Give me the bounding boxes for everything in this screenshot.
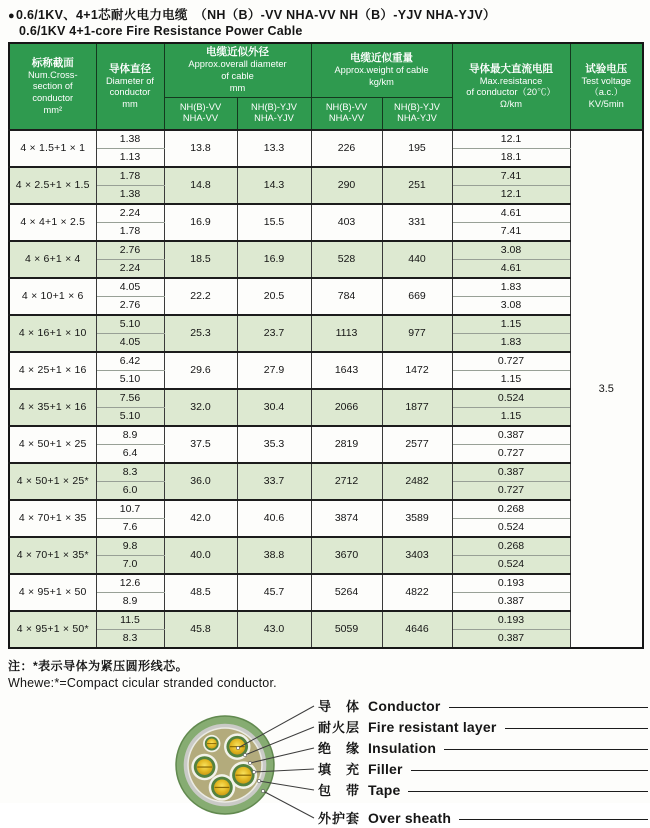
resistance-cell: 4.61	[452, 204, 570, 223]
header-od-yjv	[237, 97, 311, 130]
diagram-label-over-sheath	[318, 808, 648, 826]
resistance-cell: 1.83	[452, 278, 570, 297]
note-en: Whewe:*=Compact cicular stranded conductor.	[8, 676, 277, 690]
od-vv-cell: 25.3	[164, 315, 237, 352]
table-row	[9, 278, 643, 297]
header-test-voltage-en: Test voltage （a.c.） KV/5min	[581, 75, 632, 109]
weight-vv-cell: 290	[311, 167, 382, 204]
resistance-cell: 0.193	[452, 611, 570, 630]
header-diameter-en: Diameter of conductor mm	[105, 75, 155, 109]
od-yjv-cell: 35.3	[237, 426, 311, 463]
header-cross-section-en: Num.Cross- section of conductor mm²	[27, 69, 78, 115]
label-conductor-en: Conductor	[368, 698, 441, 714]
diameter-cell: 8.9	[96, 426, 164, 445]
od-yjv-cell: 13.3	[237, 130, 311, 167]
header-cross-section-zh: 标称截面	[31, 56, 74, 69]
od-vv-cell: 22.2	[164, 278, 237, 315]
weight-vv-cell: 3874	[311, 500, 382, 537]
cable-core-small	[203, 735, 220, 752]
resistance-cell: 3.08	[452, 241, 570, 260]
weight-vv-cell: 2712	[311, 463, 382, 500]
weight-vv-cell: 2819	[311, 426, 382, 463]
cross-section-cell: 4 × 16+1 × 10	[9, 315, 96, 352]
diameter-cell: 2.76	[96, 241, 164, 260]
note-zh: 注：*表示导体为紧压圆形线芯。	[8, 659, 189, 673]
cable-core-left	[191, 754, 218, 781]
diagram-label-fire-layer	[318, 717, 648, 735]
diameter-cell: 9.8	[96, 537, 164, 556]
label-fire-layer-zh: 耐火层	[318, 720, 361, 735]
cross-section-cell: 4 × 35+1 × 16	[9, 389, 96, 426]
label-tape-zh: 包 带	[318, 783, 361, 798]
resistance-cell: 0.727	[452, 352, 570, 371]
header-resistance-en: Max.resistance of conductor（20℃） Ω/km	[466, 75, 556, 109]
od-vv-cell: 37.5	[164, 426, 237, 463]
diameter-cell: 1.38	[96, 130, 164, 149]
resistance-cell: 1.15	[452, 408, 570, 427]
od-vv-cell: 18.5	[164, 241, 237, 278]
cross-section-cell: 4 × 70+1 × 35	[9, 500, 96, 537]
od-yjv-cell: 16.9	[237, 241, 311, 278]
leader-line	[459, 819, 648, 820]
weight-vv-cell: 403	[311, 204, 382, 241]
table-row	[9, 241, 643, 260]
header-diameter	[96, 43, 164, 130]
resistance-cell: 0.387	[452, 593, 570, 612]
od-vv-cell: 36.0	[164, 463, 237, 500]
table-row	[9, 463, 643, 482]
od-yjv-cell: 23.7	[237, 315, 311, 352]
diameter-cell: 2.24	[96, 260, 164, 279]
weight-yjv-cell: 1877	[382, 389, 452, 426]
od-yjv-cell: 15.5	[237, 204, 311, 241]
od-vv-cell: 45.8	[164, 611, 237, 648]
header-weight-group-zh: 电缆近似重量	[350, 52, 413, 65]
diameter-cell: 12.6	[96, 574, 164, 593]
bullet-icon: ●	[8, 10, 15, 22]
notes	[0, 649, 650, 690]
header-test-voltage-zh: 试验电压	[585, 62, 628, 75]
weight-yjv-cell: 2577	[382, 426, 452, 463]
header-weight-group	[311, 43, 452, 97]
leader-line	[444, 749, 648, 750]
cable-core-top	[224, 733, 251, 760]
label-fire-layer-en: Fire resistant layer	[368, 719, 497, 735]
diameter-cell: 6.42	[96, 352, 164, 371]
header-od-group	[164, 43, 311, 97]
title-block	[0, 0, 650, 42]
weight-yjv-cell: 251	[382, 167, 452, 204]
spec-table	[8, 42, 644, 649]
header-weight-yjv-text: NH(B)-YJV NHA-YJV	[394, 101, 440, 124]
resistance-cell: 0.727	[452, 445, 570, 464]
header-od-yjv-text: NH(B)-YJV NHA-YJV	[251, 101, 297, 124]
weight-vv-cell: 1643	[311, 352, 382, 389]
header-diameter-zh: 导体直径	[109, 62, 151, 75]
table-row	[9, 352, 643, 371]
cross-section-cell: 4 × 1.5+1 × 1	[9, 130, 96, 167]
header-od-vv-text: NH(B)-VV NHA-VV	[179, 101, 222, 124]
weight-vv-cell: 3670	[311, 537, 382, 574]
cross-section-cell: 4 × 6+1 × 4	[9, 241, 96, 278]
leader-line	[411, 770, 648, 771]
diameter-cell: 5.10	[96, 371, 164, 390]
od-vv-cell: 48.5	[164, 574, 237, 611]
diameter-cell: 1.78	[96, 223, 164, 242]
header-od-vv	[164, 97, 237, 130]
diameter-cell: 7.56	[96, 389, 164, 408]
weight-yjv-cell: 3403	[382, 537, 452, 574]
weight-yjv-cell: 2482	[382, 463, 452, 500]
diagram-label-filler	[318, 759, 648, 777]
table-row	[9, 574, 643, 593]
table-row	[9, 426, 643, 445]
diameter-cell: 1.38	[96, 186, 164, 205]
weight-yjv-cell: 4822	[382, 574, 452, 611]
od-vv-cell: 13.8	[164, 130, 237, 167]
od-yjv-cell: 33.7	[237, 463, 311, 500]
resistance-cell: 4.61	[452, 260, 570, 279]
label-insulation-en: Insulation	[368, 740, 437, 756]
weight-yjv-cell: 331	[382, 204, 452, 241]
title-line-en: 0.6/1KV 4+1-core Fire Resistance Power Cable	[19, 24, 303, 38]
cable-core-bottom	[209, 774, 236, 801]
diameter-cell: 7.6	[96, 519, 164, 538]
resistance-cell: 0.387	[452, 630, 570, 649]
od-vv-cell: 14.8	[164, 167, 237, 204]
label-conductor-zh: 导 体	[318, 699, 361, 714]
weight-vv-cell: 784	[311, 278, 382, 315]
table-row	[9, 130, 643, 149]
od-yjv-cell: 27.9	[237, 352, 311, 389]
resistance-cell: 0.268	[452, 537, 570, 556]
diameter-cell: 8.3	[96, 463, 164, 482]
weight-yjv-cell: 440	[382, 241, 452, 278]
resistance-cell: 7.41	[452, 223, 570, 242]
weight-vv-cell: 528	[311, 241, 382, 278]
label-over-sheath-zh: 外护套	[318, 811, 361, 826]
weight-yjv-cell: 195	[382, 130, 452, 167]
resistance-cell: 0.387	[452, 463, 570, 482]
od-yjv-cell: 20.5	[237, 278, 311, 315]
label-insulation-zh: 绝 缘	[318, 741, 361, 756]
title-zh-text: 0.6/1KV、4+1芯耐火电力电缆 （NH（B）-VV NHA-VV NH（B）-YJV NHA-YJV）	[15, 8, 496, 22]
cable-cross-section	[174, 714, 276, 816]
table-row	[9, 167, 643, 186]
resistance-cell: 12.1	[452, 130, 570, 149]
diameter-cell: 8.9	[96, 593, 164, 612]
label-tape-en: Tape	[368, 782, 401, 798]
weight-vv-cell: 5059	[311, 611, 382, 648]
resistance-cell: 0.727	[452, 482, 570, 501]
resistance-cell: 7.41	[452, 167, 570, 186]
label-filler-en: Filler	[368, 761, 403, 777]
diameter-cell: 1.78	[96, 167, 164, 186]
weight-yjv-cell: 3589	[382, 500, 452, 537]
label-filler-zh: 填 充	[318, 762, 361, 777]
header-weight-group-en: Approx.weight of cable kg/km	[334, 65, 429, 87]
cross-section-cell: 4 × 4+1 × 2.5	[9, 204, 96, 241]
header-cross-section	[9, 43, 96, 130]
table-row	[9, 389, 643, 408]
weight-vv-cell: 5264	[311, 574, 382, 611]
diameter-cell: 5.10	[96, 315, 164, 334]
od-yjv-cell: 14.3	[237, 167, 311, 204]
weight-vv-cell: 1113	[311, 315, 382, 352]
resistance-cell: 0.193	[452, 574, 570, 593]
cross-section-cell: 4 × 10+1 × 6	[9, 278, 96, 315]
test-voltage-cell: 3.5	[570, 130, 643, 648]
resistance-cell: 1.15	[452, 371, 570, 390]
diameter-cell: 10.7	[96, 500, 164, 519]
header-weight-vv-text: NH(B)-VV NHA-VV	[325, 101, 368, 124]
diameter-cell: 4.05	[96, 334, 164, 353]
cable-diagram	[0, 694, 650, 828]
leader-line	[408, 791, 648, 792]
resistance-cell: 0.268	[452, 500, 570, 519]
resistance-cell: 18.1	[452, 149, 570, 168]
diameter-cell: 1.13	[96, 149, 164, 168]
title-line-zh	[8, 5, 642, 23]
resistance-cell: 3.08	[452, 297, 570, 316]
diameter-cell: 8.3	[96, 630, 164, 649]
table-row	[9, 500, 643, 519]
od-yjv-cell: 40.6	[237, 500, 311, 537]
od-yjv-cell: 43.0	[237, 611, 311, 648]
resistance-cell: 0.387	[452, 426, 570, 445]
cross-section-cell: 4 × 50+1 × 25	[9, 426, 96, 463]
diameter-cell: 6.0	[96, 482, 164, 501]
diameter-cell: 5.10	[96, 408, 164, 427]
resistance-cell: 1.15	[452, 315, 570, 334]
cross-section-cell: 4 × 70+1 × 35*	[9, 537, 96, 574]
resistance-cell: 12.1	[452, 186, 570, 205]
diameter-cell: 2.76	[96, 297, 164, 316]
weight-yjv-cell: 1472	[382, 352, 452, 389]
diameter-cell: 11.5	[96, 611, 164, 630]
diameter-cell: 4.05	[96, 278, 164, 297]
diameter-cell: 7.0	[96, 556, 164, 575]
od-yjv-cell: 45.7	[237, 574, 311, 611]
od-yjv-cell: 38.8	[237, 537, 311, 574]
table-row	[9, 537, 643, 556]
table-row	[9, 204, 643, 223]
od-vv-cell: 40.0	[164, 537, 237, 574]
header-od-group-en: Approx.overall diameter of cable mm	[188, 59, 287, 93]
weight-yjv-cell: 977	[382, 315, 452, 352]
cross-section-cell: 4 × 2.5+1 × 1.5	[9, 167, 96, 204]
weight-vv-cell: 226	[311, 130, 382, 167]
header-test-voltage	[570, 43, 643, 130]
od-vv-cell: 32.0	[164, 389, 237, 426]
od-vv-cell: 29.6	[164, 352, 237, 389]
spec-table-body	[9, 130, 643, 648]
table-row	[9, 611, 643, 630]
resistance-cell: 1.83	[452, 334, 570, 353]
od-vv-cell: 16.9	[164, 204, 237, 241]
cross-section-cell: 4 × 50+1 × 25*	[9, 463, 96, 500]
table-row	[9, 315, 643, 334]
header-weight-vv	[311, 97, 382, 130]
diagram-label-conductor	[318, 696, 648, 714]
weight-yjv-cell: 4646	[382, 611, 452, 648]
leader-line	[505, 728, 648, 729]
diagram-label-insulation	[318, 738, 648, 756]
cross-section-cell: 4 × 95+1 × 50	[9, 574, 96, 611]
diameter-cell: 2.24	[96, 204, 164, 223]
resistance-cell: 0.524	[452, 556, 570, 575]
diameter-cell: 6.4	[96, 445, 164, 464]
weight-yjv-cell: 669	[382, 278, 452, 315]
od-yjv-cell: 30.4	[237, 389, 311, 426]
header-resistance-zh: 导体最大直流电阻	[469, 62, 553, 75]
weight-vv-cell: 2066	[311, 389, 382, 426]
header-weight-yjv	[382, 97, 452, 130]
diagram-label-tape	[318, 780, 648, 798]
header-od-group-zh: 电缆近似外径	[206, 46, 269, 59]
od-vv-cell: 42.0	[164, 500, 237, 537]
cross-section-cell: 4 × 25+1 × 16	[9, 352, 96, 389]
resistance-cell: 0.524	[452, 389, 570, 408]
resistance-cell: 0.524	[452, 519, 570, 538]
leader-line	[449, 707, 648, 708]
cross-section-cell: 4 × 95+1 × 50*	[9, 611, 96, 648]
header-resistance	[452, 43, 570, 130]
label-over-sheath-en: Over sheath	[368, 810, 452, 826]
